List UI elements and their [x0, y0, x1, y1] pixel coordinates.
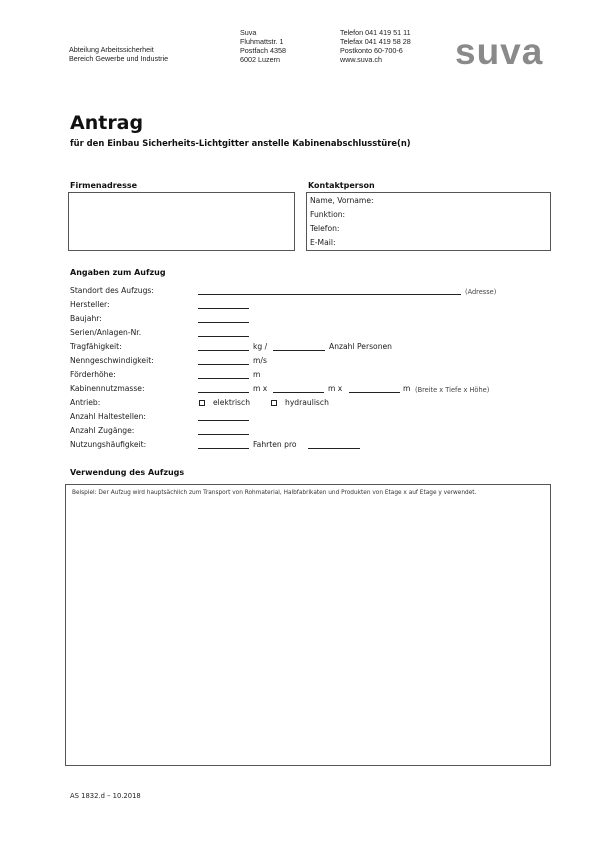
- frequency-label: Nutzungshäufigkeit:: [70, 440, 147, 449]
- cabin-height-field[interactable]: [349, 392, 400, 393]
- contact-function-label[interactable]: Funktion:: [310, 210, 346, 219]
- contact-info-line: www.suva.ch: [340, 55, 382, 64]
- form-code: AS 1832.d – 10.2018: [70, 792, 141, 800]
- department-line: Bereich Gewerbe und Industrie: [69, 54, 169, 63]
- company-heading: Firmenadresse: [70, 181, 138, 190]
- location-field[interactable]: [198, 294, 461, 295]
- address-block: [240, 28, 286, 64]
- drive-electric-checkbox[interactable]: [199, 400, 205, 406]
- year-label: Baujahr:: [70, 314, 102, 323]
- year-field[interactable]: [198, 322, 249, 323]
- cabin-unit-1: m x: [253, 384, 268, 393]
- frequency-count-field[interactable]: [198, 448, 249, 449]
- drive-label: Antrieb:: [70, 398, 101, 407]
- suva-logo: suva: [455, 31, 544, 72]
- entrances-label: Anzahl Zugänge:: [70, 426, 135, 435]
- capacity-unit: kg /: [253, 342, 268, 351]
- height-label: Förderhöhe:: [70, 370, 116, 379]
- stops-label: Anzahl Haltestellen:: [70, 412, 146, 421]
- page-title: Antrag: [70, 112, 144, 134]
- height-field[interactable]: [198, 378, 249, 379]
- contact-info-block: [340, 28, 411, 64]
- frequency-unit: Fahrten pro: [253, 440, 297, 449]
- cabin-hint: (Breite x Tiefe x Höhe): [415, 386, 490, 394]
- entrances-field[interactable]: [198, 434, 249, 435]
- location-hint: (Adresse): [465, 288, 497, 296]
- contact-heading: Kontaktperson: [308, 181, 375, 190]
- contact-name-label[interactable]: Name, Vorname:: [310, 196, 374, 205]
- drive-hydraulic-label: hydraulisch: [285, 398, 329, 407]
- contact-phone-label[interactable]: Telefon:: [310, 224, 340, 233]
- speed-label: Nenngeschwindigkeit:: [70, 356, 154, 365]
- department-block: [69, 45, 168, 63]
- department-line: Abteilung Arbeitssicherheit: [69, 45, 154, 54]
- page-subtitle: für den Einbau Sicherheits-Lichtgitter anstelle Kabinenabschlusstüre(n): [70, 138, 411, 148]
- usage-textarea[interactable]: [65, 484, 551, 766]
- height-unit: m: [253, 370, 261, 379]
- cabin-depth-field[interactable]: [273, 392, 324, 393]
- contact-info-line: Postkonto 60-700-6: [340, 46, 403, 55]
- cabin-width-field[interactable]: [198, 392, 249, 393]
- stops-field[interactable]: [198, 420, 249, 421]
- location-label: Standort des Aufzugs:: [70, 286, 154, 295]
- company-address-field[interactable]: [68, 192, 295, 251]
- capacity-label: Tragfähigkeit:: [70, 342, 122, 351]
- manufacturer-label: Hersteller:: [70, 300, 110, 309]
- usage-example-text: Beispiel: Der Aufzug wird hauptsächlich zum Transport von Rohmaterial, Halbfabrikaten und Produkten von Etage x auf Etage y verwendet.: [72, 490, 477, 496]
- address-line: Fluhmattstr. 1: [240, 37, 284, 46]
- speed-unit: m/s: [253, 356, 267, 365]
- usage-heading: Verwendung des Aufzugs: [70, 468, 185, 477]
- drive-hydraulic-checkbox[interactable]: [271, 400, 277, 406]
- serial-field[interactable]: [198, 336, 249, 337]
- serial-label: Serien/Anlagen-Nr.: [70, 328, 142, 337]
- contact-info-line: Telefax 041 419 58 28: [340, 37, 411, 46]
- address-line: Postfach 4358: [240, 46, 286, 55]
- capacity-persons-field[interactable]: [273, 350, 325, 351]
- drive-electric-label: elektrisch: [213, 398, 251, 407]
- contact-person-box: [306, 192, 551, 251]
- elevator-heading: Angaben zum Aufzug: [70, 268, 166, 277]
- capacity-kg-field[interactable]: [198, 350, 249, 351]
- contact-info-line: Telefon 041 419 51 11: [340, 28, 411, 37]
- manufacturer-field[interactable]: [198, 308, 249, 309]
- speed-field[interactable]: [198, 364, 249, 365]
- address-line: 6002 Luzern: [240, 55, 280, 64]
- frequency-period-field[interactable]: [308, 448, 360, 449]
- cabin-unit-3: m: [403, 384, 411, 393]
- cabin-unit-2: m x: [328, 384, 343, 393]
- address-line: Suva: [240, 28, 257, 37]
- persons-unit: Anzahl Personen: [329, 342, 392, 351]
- cabin-label: Kabinennutzmasse:: [70, 384, 145, 393]
- contact-email-label[interactable]: E-Mail:: [310, 238, 336, 247]
